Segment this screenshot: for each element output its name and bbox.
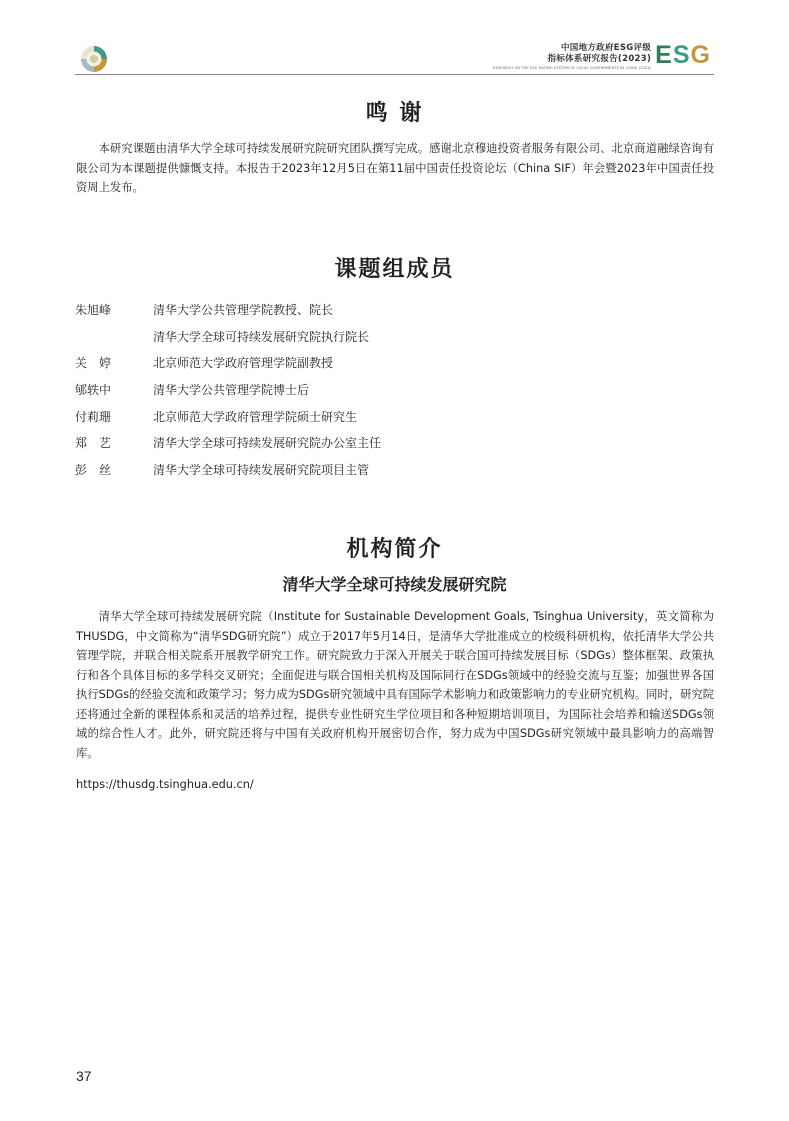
member-name: 付莉珊 bbox=[75, 409, 112, 424]
members-title: 课题组成员 bbox=[334, 257, 455, 282]
member-role: 清华大学全球可持续发展研究院办公室主任 bbox=[153, 436, 382, 451]
member-name: 郑 艺 bbox=[75, 436, 112, 451]
header-subtitle-en: RESEARCH ON THE ESG RATING SYSTEM OF LOCAL GOVERNMENTS IN CHINA (2023) bbox=[493, 66, 652, 70]
esg-logo bbox=[655, 42, 711, 68]
member-row bbox=[75, 296, 715, 323]
acknowledgement-title: 鸣 谢 bbox=[365, 101, 424, 126]
header-divider bbox=[75, 74, 714, 75]
header-title-line2: 指标体系研究报告(2023) bbox=[547, 54, 652, 64]
member-name: 关 婷 bbox=[75, 356, 112, 371]
member-role: 清华大学公共管理学院教授、院长 bbox=[153, 302, 334, 317]
member-row bbox=[75, 323, 715, 350]
member-row bbox=[75, 456, 715, 483]
acknowledgement-text: 本研究课题由清华大学全球可持续发展研究院研究团队撰写完成。感谢北京穆迪投资者服务有限公司、北京商道融绿咨询有限公司为本课题提供慷慨支持。本报告于2023年12月5日在第11届中国责任投资论坛（China SIF）年会暨2023年中国责任投资周上发布。 bbox=[76, 142, 714, 194]
member-name: 朱旭峰 bbox=[75, 302, 112, 317]
member-role: 清华大学全球可持续发展研究院执行院长 bbox=[153, 329, 370, 344]
page-number: 37 bbox=[76, 1068, 92, 1084]
member-role: 清华大学公共管理学院博士后 bbox=[153, 382, 310, 397]
member-row bbox=[75, 349, 715, 376]
esg-letter-g: G bbox=[690, 41, 711, 69]
member-row bbox=[75, 403, 715, 430]
header-title-line1: 中国地方政府ESG评级 bbox=[560, 43, 652, 53]
member-role: 北京师范大学政府管理学院硕士研究生 bbox=[153, 409, 358, 424]
report-logo-icon bbox=[80, 45, 108, 73]
members-list bbox=[75, 296, 715, 483]
institution-url-link[interactable]: https://thusdg.tsinghua.edu.cn/ bbox=[76, 778, 254, 791]
institution-name: 清华大学全球可持续发展研究院 bbox=[282, 575, 507, 594]
institution-text: 清华大学全球可持续发展研究院（Institute for Sustainable Development Goals, Tsinghua University，英文简称为THUSDG，中文简称为“清华SDG研究院”）成立于2017年5月14日，是清华大学批准成立的校级科研机构，依托清华大学公共管理学院，并联合相关院系开展教学研究工作。研究院致力于深入开展关于联合国可持续发展目标（SDGs）整体框架、政策执行和各个具体目标的多学科交叉研究；全面促进与联合国相关机构及国际同行在SDGs领域中的经验交流与互鉴；加强世界各国执行SDGs的经验交流和政策学习；努力成为SDGs研究领域中具有国际学术影响力和政策影响力的专业研究机构。同时，研究院还将通过全新的课程体系和灵活的培养过程，提供专业性研究生学位项目和各种短期培训项目，为国际社会培养和输送SDGs领域的综合性人才。此外，研究院还将与中国有关政府机构开展密切合作，努力成为中国SDGs研究领域中最具影响力的高端智库。 bbox=[76, 610, 714, 760]
institution-title: 机构简介 bbox=[346, 537, 443, 562]
member-name: 郇轶中 bbox=[75, 382, 112, 397]
member-row bbox=[75, 376, 715, 403]
esg-letter-s: S bbox=[672, 41, 691, 69]
member-role: 清华大学全球可持续发展研究院项目主管 bbox=[153, 462, 370, 477]
member-name: 彭 丝 bbox=[75, 462, 112, 477]
esg-letter-e: E bbox=[655, 41, 673, 69]
member-row bbox=[75, 429, 715, 456]
member-role: 北京师范大学政府管理学院副教授 bbox=[153, 356, 334, 371]
report-header bbox=[493, 43, 711, 71]
